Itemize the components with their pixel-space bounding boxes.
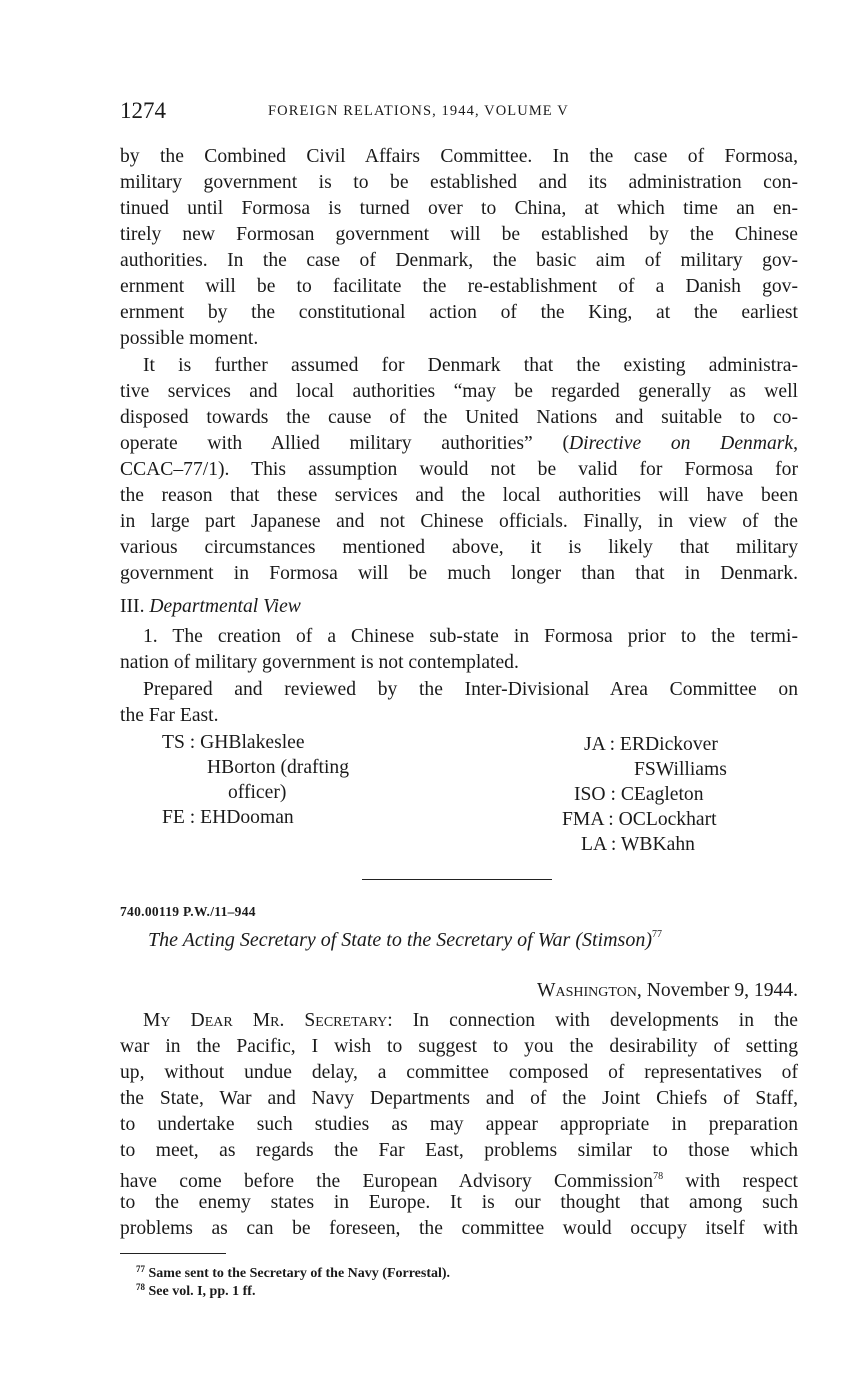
text-line: various circumstances mentioned above, it is likely that military <box>120 537 798 558</box>
text-line: ernment will be to facilitate the re-establishment of a Danish gov- <box>120 276 798 297</box>
signer: FE : EHDooman <box>162 807 294 828</box>
text-line: 1. The creation of a Chinese sub-state in Formosa prior to the termi- <box>143 626 798 647</box>
directive-title: Directive on Denmark <box>568 433 794 454</box>
dateline-place: Washington <box>537 980 637 1001</box>
text-segment: , <box>793 433 798 454</box>
page-header <box>120 98 800 128</box>
text-line: up, without undue delay, a committee composed of representatives of <box>120 1062 798 1083</box>
text-line: to meet, as regards the Far East, problems similar to those which <box>120 1140 798 1161</box>
text-line: the State, War and Navy Departments and of the Joint Chiefs of Staff, <box>120 1088 798 1109</box>
text-line: nation of military government is not contemplated. <box>120 652 519 673</box>
signer: ISO : CEagleton <box>574 784 704 805</box>
text-line: Prepared and reviewed by the Inter-Divisional Area Committee on <box>143 679 798 700</box>
text-line: government in Formosa will be much longer than that in Denmark. <box>120 563 798 584</box>
dateline-date: , November 9, 1944. <box>636 980 798 1001</box>
text-line <box>120 431 798 457</box>
text-segment: : In connection with developments in the <box>387 1010 798 1031</box>
dateline <box>537 980 798 1002</box>
text-line: military government is to be established and its administration con- <box>120 172 798 193</box>
paragraph-2 <box>120 353 798 587</box>
file-reference: 740.00119 P.W./11–944 <box>120 904 256 919</box>
footnote <box>136 1282 255 1300</box>
text-segment: operate with Allied military authorities” ( <box>120 433 569 454</box>
signers-left <box>162 730 349 830</box>
section-divider <box>362 879 552 880</box>
footnote <box>136 1264 450 1282</box>
text-line: war in the Pacific, I wish to suggest to you the desirability of setting <box>120 1036 798 1057</box>
signer: LA : WBKahn <box>581 834 695 855</box>
letter-body <box>120 1008 798 1242</box>
document-title-text: The Acting Secretary of State to the Secretary of War (Stimson) <box>148 929 652 951</box>
signer: HBorton (drafting <box>207 757 350 778</box>
paragraph-1 <box>120 144 798 352</box>
signer: TS : GHBlakeslee <box>162 732 305 753</box>
text-line: to the enemy states in Europe. It is our thought that among such <box>120 1192 798 1213</box>
text-line: ernment by the constitutional action of the King, at the earliest <box>120 302 798 323</box>
text-line: CCAC–77/1). This assumption would not be valid for Formosa for <box>120 459 798 480</box>
section-heading <box>120 596 301 618</box>
salutation: My Dear Mr. Secretary <box>143 1010 388 1031</box>
text-line: problems as can be foreseen, the committee would occupy itself with <box>120 1218 798 1239</box>
text-segment: with respect <box>663 1171 798 1192</box>
text-line: tirely new Formosan government will be established by the Chinese <box>120 224 798 245</box>
running-head: FOREIGN RELATIONS, 1944, VOLUME V <box>268 103 569 119</box>
footnote-mark: 78 <box>136 1282 145 1292</box>
section-numeral: III. <box>120 596 145 617</box>
text-line <box>120 1164 798 1190</box>
text-line: It is further assumed for Denmark that the existing administra- <box>143 355 798 376</box>
text-line: the Far East. <box>120 705 219 726</box>
section-title: Departmental View <box>149 596 301 617</box>
text-line: possible moment. <box>120 328 259 349</box>
signer: FMA : OCLockhart <box>562 809 717 830</box>
paragraph-4 <box>120 677 798 729</box>
signer: officer) <box>228 782 287 803</box>
footnote-ref: 77 <box>651 929 662 940</box>
text-line: authorities. In the case of Denmark, the basic aim of military gov- <box>120 250 798 271</box>
page-number: 1274 <box>120 98 166 123</box>
text-line: by the Combined Civil Affairs Committee. In the case of Formosa, <box>120 146 798 167</box>
signer: FSWilliams <box>634 759 727 780</box>
text-segment: have come before the European Advisory Commission <box>120 1171 654 1192</box>
footnote-text: See vol. I, pp. 1 ff. <box>145 1284 256 1299</box>
text-line: to undertake such studies as may appear appropriate in preparation <box>120 1114 798 1135</box>
footnote-mark: 77 <box>136 1264 145 1274</box>
text-line: in large part Japanese and not Chinese officials. Finally, in view of the <box>120 511 798 532</box>
paragraph-3 <box>120 624 798 676</box>
footnote-divider <box>120 1253 226 1254</box>
signer: JA : ERDickover <box>584 734 718 755</box>
text-line: tive services and local authorities “may be regarded generally as well <box>120 381 798 402</box>
text-line <box>120 1008 798 1034</box>
text-line: tinued until Formosa is turned over to China, at which time an en- <box>120 198 798 219</box>
text-line: disposed towards the cause of the United Nations and suitable to co- <box>120 407 798 428</box>
signers-right <box>562 732 754 857</box>
document-title <box>148 929 662 952</box>
footnote-text: Same sent to the Secretary of the Navy (Forrestal). <box>145 1266 451 1281</box>
text-line: the reason that these services and the local authorities will have been <box>120 485 798 506</box>
footnote-ref: 78 <box>653 1171 664 1182</box>
